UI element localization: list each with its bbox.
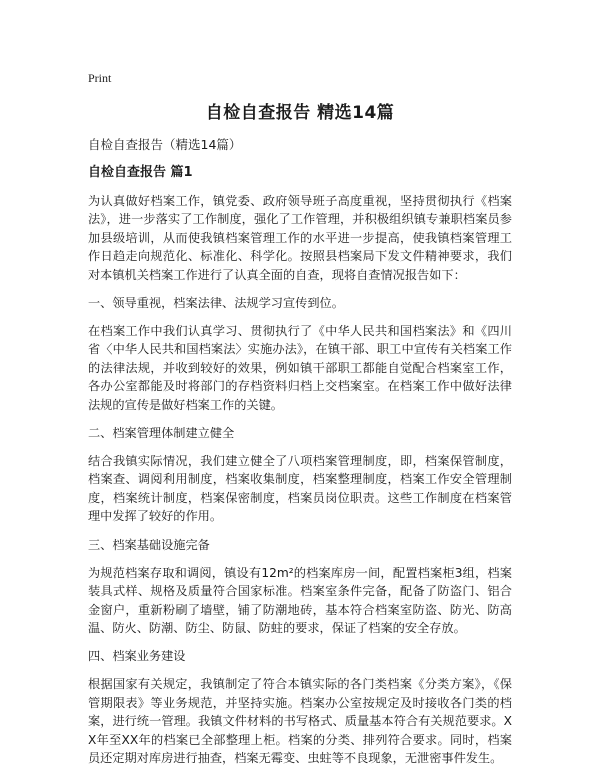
section-heading-1: 一、领导重视，档案法律、法规学习宣传到位。: [88, 296, 344, 311]
section-heading-3: 三、档案基础设施完备: [88, 537, 210, 552]
section-paragraph-4: 根据国家有关规定，我镇制定了符合本镇实际的各门类档案《分类方案》，《保管期限表》等业务规范，并坚持实施。档案办公室按规定及时接收各门类的档案，进行统一管理。我镇文件材料的书写格式、质量基本符合有关规范要求。XX年至XX年的档案已全部整理上柜。档案的分类、排列符合要求。同时，档案员还定期对库房进行抽查，档案无霉变、虫蛀等不良现象，无泄密事件发生。: [88, 677, 512, 765]
section-title: 自检自查报告 篇1: [88, 165, 193, 180]
section-heading-4: 四、档案业务建设: [88, 649, 186, 664]
print-label[interactable]: Print: [88, 71, 112, 85]
document-title: 自检自查报告 精选14篇: [205, 103, 395, 123]
document-subtitle: 自检自查报告（精选14篇）: [88, 137, 242, 152]
section-heading-2: 二、档案管理体制建立健全: [88, 426, 235, 441]
section-paragraph-2: 结合我镇实际情况，我们建立健全了八项档案管理制度，即，档案保管制度，档案查、调阅利用制度，档案收集制度，档案整理制度，档案工作安全管理制度，档案统计制度，档案保密制度，档案员岗位职责。这些工作制度在档案管理中发挥了较好的作用。: [88, 454, 512, 524]
intro-paragraph: 为认真做好档案工作，镇党委、政府领导班子高度重视，坚持贯彻执行《档案法》，进一步落实了工作制度，强化了工作管理，并积极组织镇专兼职档案员参加县级培训，从而使我镇档案管理工作的水平进一步提高，使我镇档案管理工作日趋走向规范化、标准化、科学化。按照县档案局下发文件精神要求，我们对本镇机关档案工作进行了认真全面的自查，现将自查情况报告如下：: [88, 194, 512, 282]
section-paragraph-3: 为规范档案存取和调阅，镇设有12m²的档案库房一间，配置档案柜3组，档案装具式样、规格及质量符合国家标准。档案室条件完备，配备了防盗门、铝合金窗户，重新粉刷了墙壁，铺了防潮地砖，基本符合档案室防盗、防光、防高温、防火、防潮、防尘、防鼠、防蛀的要求，保证了档案的安全存放。: [88, 565, 512, 635]
section-paragraph-1: 在档案工作中我们认真学习、贯彻执行了《中华人民共和国档案法》和《四川省〈中华人民共和国档案法〉实施办法》，在镇干部、职工中宣传有关档案工作的法律法规，并收到较好的效果，例如镇干部职工都能自觉配合档案室工作，各办公室都能及时将部门的存档资料归档上交档案室。在档案工作中做好法律法规的宣传是做好档案工作的关键。: [88, 324, 512, 412]
